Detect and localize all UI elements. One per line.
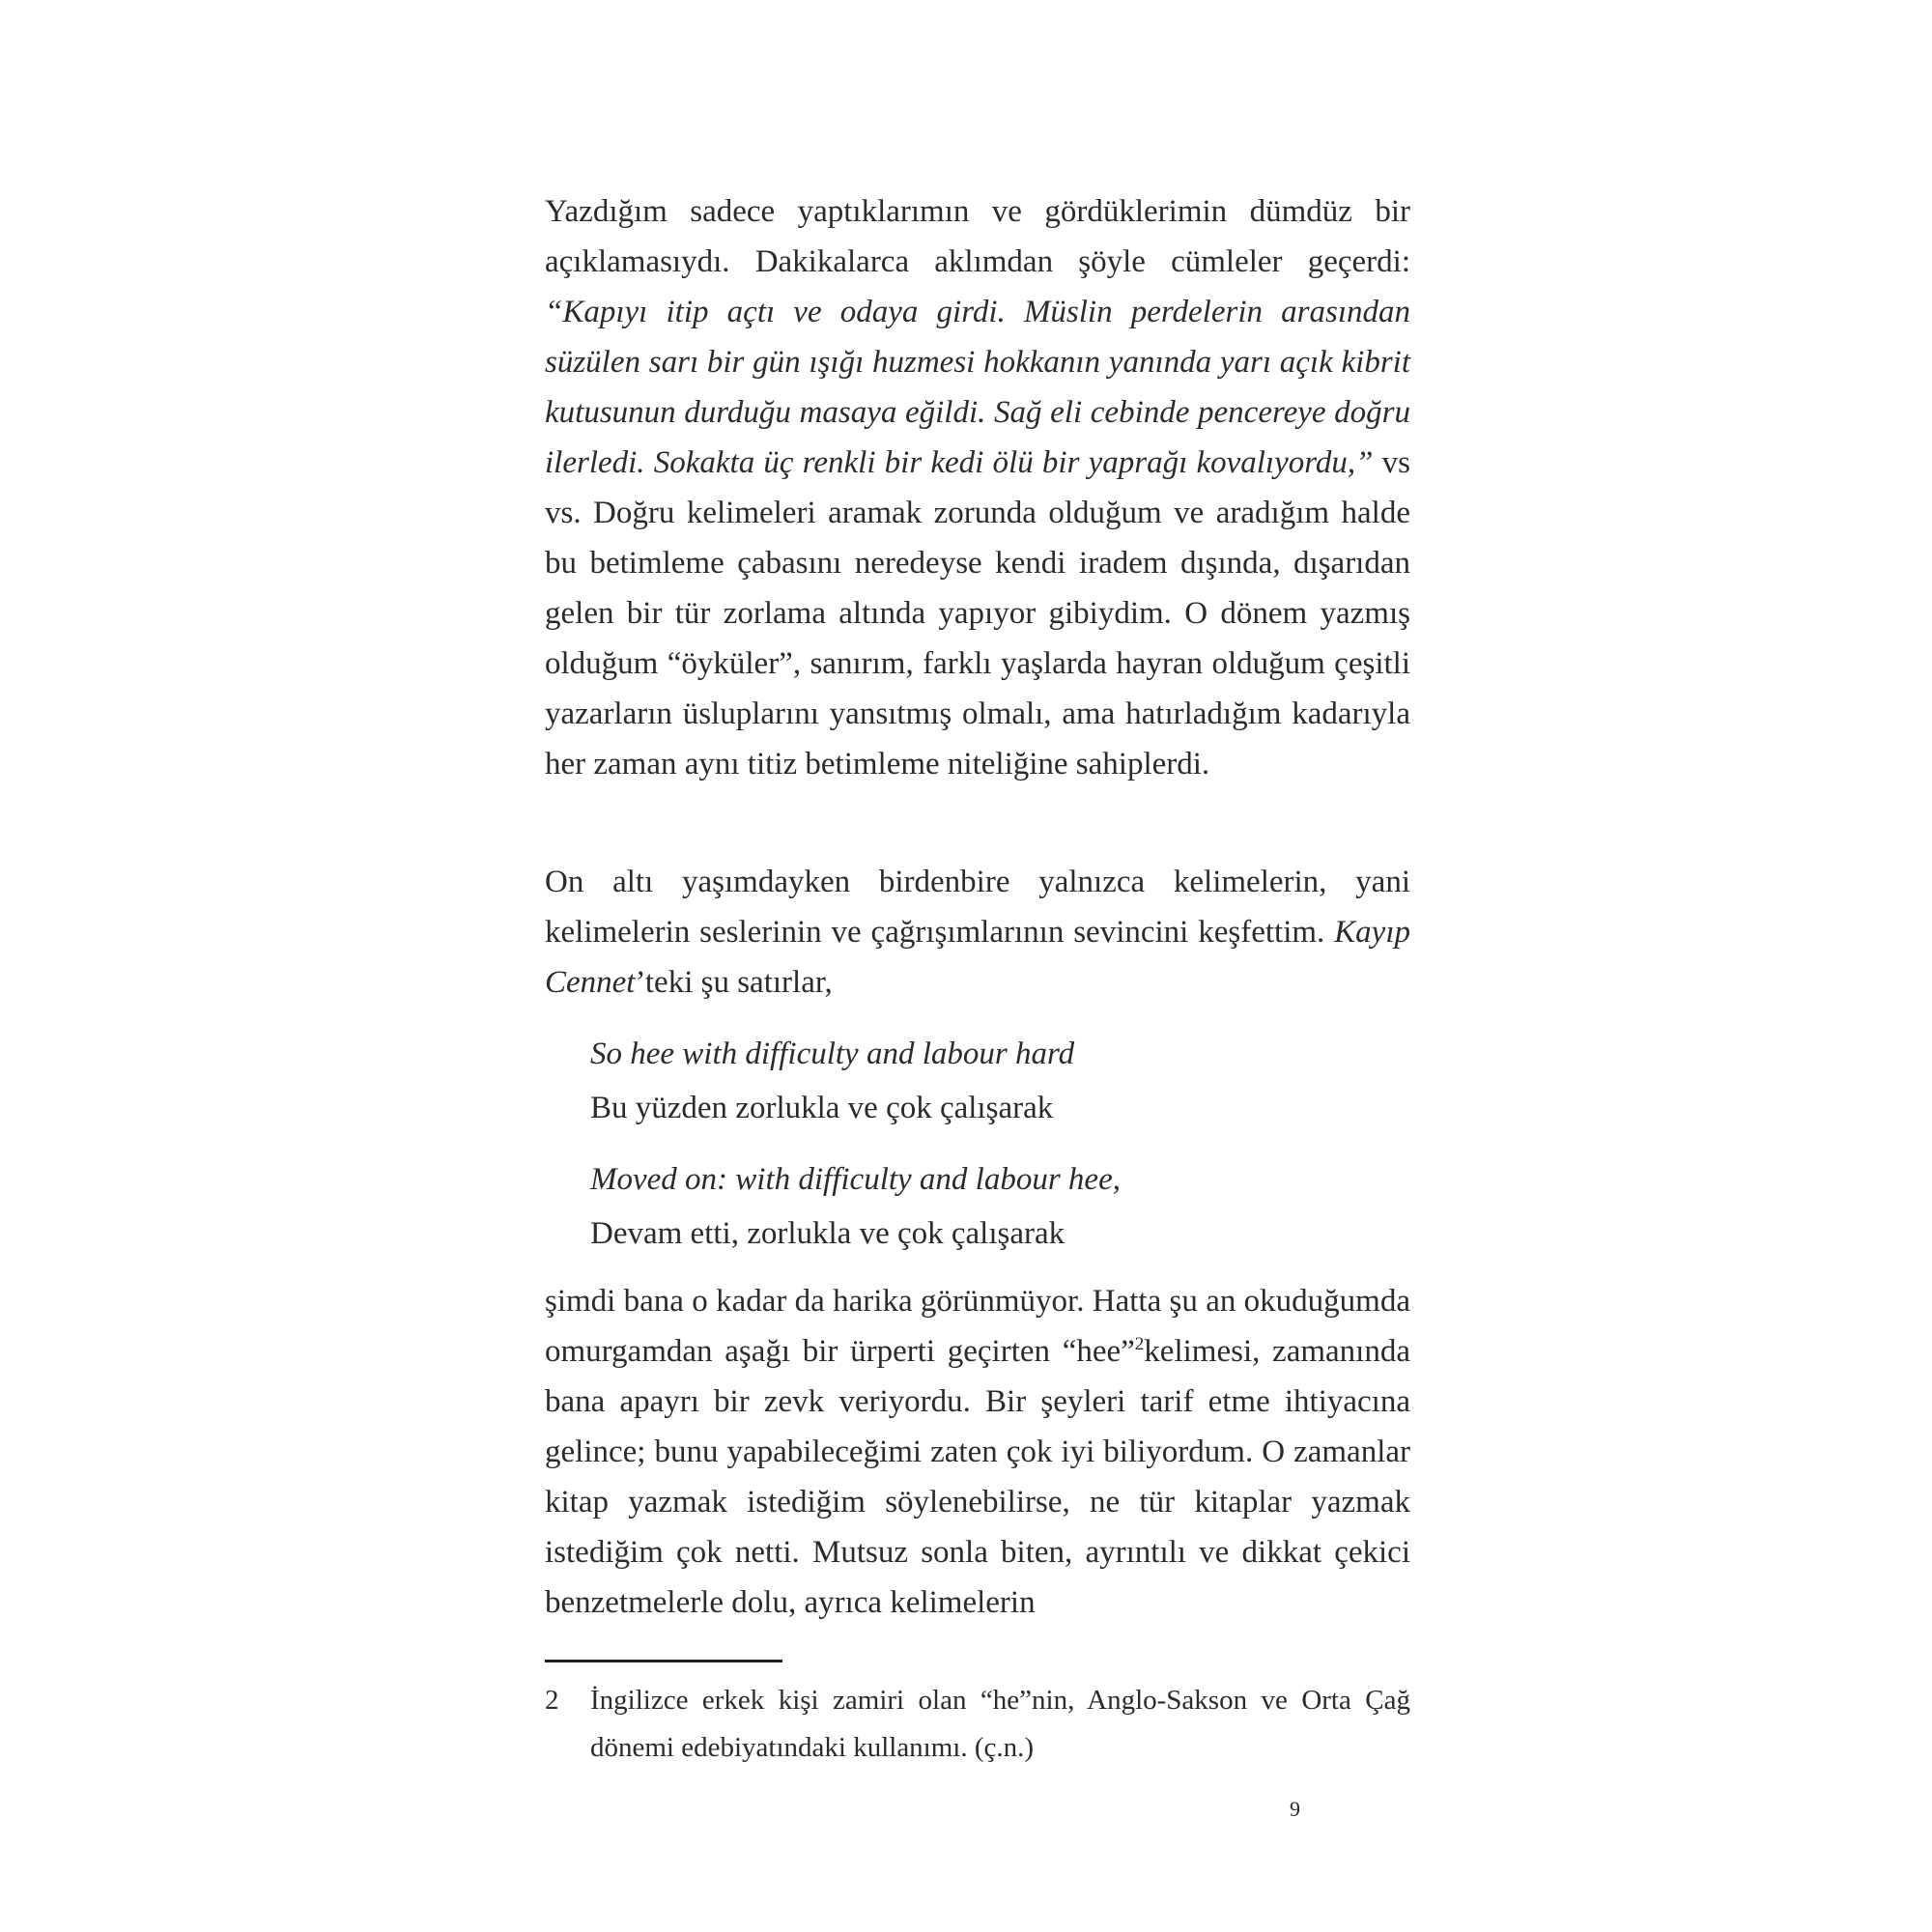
paragraph-1 [545,186,1410,789]
paragraph-2-text-b: ’teki şu satırlar, [635,965,833,1000]
footnote-reference: 2 [1134,1334,1145,1354]
footnote [545,1677,1410,1772]
paragraph-2-text-a: On altı yaşımdayken birdenbire yalnızca kelimelerin, yani kelimelerin seslerinin ve çağrışımlarının sevincini keşfettim. [545,865,1410,950]
page-number: 9 [1290,1797,1300,1821]
paragraph-3-text-b: kelimesi, zamanında bana apayrı bir zevk veriyordu. Bir şeyleri tarif etme ihtiyacına gelince; bunu yapabileceğimi zaten çok iyi biliyordum. O zamanlar kitap yazmak istediğim söylenebilirse, ne tür kitaplar yazmak istediğim çok netti. Mutsuz sonla biten, ayrıntılı ve dikkat çekici benzetmelerle dolu, ayrıca kelimelerin [545,1334,1410,1620]
paragraph-1-text-a: Yazdığım sadece yaptıklarımın ve gördüklerimin dümdüz bir açıklamasıydı. Dakikalarca aklımdan şöyle cümleler geçerdi: [545,194,1410,279]
paragraph-3-text-a: şimdi bana o kadar da harika görünmüyor. Hatta şu an okuduğumda omurgamdan aşağı bir ürperti geçirten “hee” [545,1284,1410,1369]
paragraph-3 [545,1276,1410,1628]
verse-1-original: So hee with difficulty and labour hard [590,1037,1075,1071]
book-title-kayip-cennet: Kayıp Cennet [545,915,1410,1000]
verse-1-translation: Bu yüzden zorlukla ve çok çalışarak [590,1091,1054,1125]
paragraph-1-italic-quote: “Kapıyı itip açtı ve odaya girdi. Müslin perdelerin arasından süzülen sarı bir gün ışığı huzmesi hokkanın yanında yarı açık kibrit kutusunun durduğu masaya eğildi. Sağ eli cebinde pencereye doğru ilerledi. Sokakta üç renkli bir kedi ölü bir yaprağı kovalıyordu,” [545,295,1410,480]
verse-stanza-1 [590,1027,1266,1135]
paragraph-2 [545,857,1410,1008]
footnote-text: İngilizce erkek kişi zamiri olan “he”nin, Anglo-Sakson ve Orta Çağ dönemi edebiyatındaki kullanımı. (ç.n.) [590,1685,1410,1763]
verse-stanza-2 [590,1152,1266,1261]
verse-2-original: Moved on: with difficulty and labour hee, [590,1162,1121,1197]
paragraph-1-text-b: vs vs. Doğru kelimeleri aramak zorunda olduğum ve aradığım halde bu betimleme çabasını neredeyse kendi iradem dışında, dışarıdan gelen bir tür zorlama altında yapıyor gibiydim. O dönem yazmış olduğum “öyküler”, sanırım, farklı yaşlarda hayran olduğum çeşitli yazarların üsluplarını yansıtmış olmalı, ama hatırladığım kadarıyla her zaman aynı titiz betimleme niteliğine sahiplerdi. [545,445,1411,781]
verse-2-translation: Devam etti, zorlukla ve çok çalışarak [590,1216,1065,1251]
footnote-number: 2 [545,1685,559,1716]
footnote-divider [545,1660,782,1662]
